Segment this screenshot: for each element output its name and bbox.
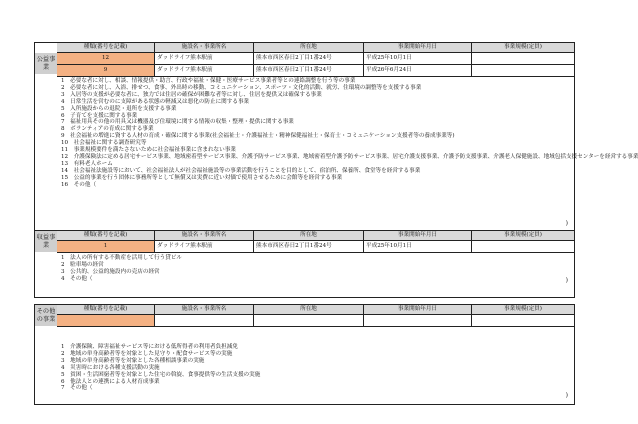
scale: [472, 315, 574, 326]
type-number: 12: [57, 53, 155, 64]
facility-name: ダッドライフ熊本駅前: [155, 53, 254, 64]
list-item: 6 他法人との連携による人材育成事業: [61, 378, 160, 385]
other-section: [34, 304, 575, 405]
section-label: その他の事業: [35, 305, 58, 326]
table-row: [57, 315, 574, 327]
list-item: 5 入所施設からの退院・退所を支援する事業: [61, 105, 177, 112]
list-item: 4 日常生活を営むのに支障がある状態の軽減又は悪化の防止に関する事業: [61, 98, 250, 105]
list-item: 1 法人の所有する不動産を活用して行う貸ビル: [61, 255, 183, 261]
list-item: 14 社会福祉法施設等において、社会福祉法人が社会福祉施設等の事業活動を行うことを目的として、宿泊所、保養所、食堂等を経営する事業: [61, 167, 421, 174]
start-date: 平成25年10月1日: [364, 53, 472, 64]
list-item: 11 事業規模要件を満たさないために社会福祉事業に含まれない事業: [61, 147, 236, 154]
scale: [472, 53, 574, 64]
form-sheet: [34, 42, 638, 405]
col-scale: 事業規模(定員): [504, 44, 542, 50]
table-header: [57, 43, 574, 53]
scale: [472, 241, 574, 252]
start-date: 平成26年6月24日: [364, 65, 472, 76]
list-item: 3 公共的、公益的施設内の売店の経営: [61, 268, 160, 275]
address: 熊本市西区春日2丁目1番24号: [254, 65, 364, 76]
other-table: [57, 305, 574, 327]
start-date: 平成25年10月1日: [364, 241, 472, 252]
col-address: 所在地: [254, 43, 364, 52]
col-address: 所在地: [254, 231, 364, 240]
revenue-table: [57, 231, 574, 253]
col-type: 種類(番号を記載): [57, 231, 155, 240]
list-item: 13 有料老人ホーム: [61, 160, 113, 167]
list-item: 7 その他（: [61, 385, 93, 392]
list-item: 8 ボランティアの育成に関する事業: [61, 126, 154, 133]
facility-name: ダッドライフ熊本駅前: [155, 65, 254, 76]
list-item: 2 駐車場の経営: [61, 261, 104, 268]
col-facility: 施設名・事業所名: [155, 231, 254, 240]
list-item: 10 社会福祉に関する調査研究等: [61, 140, 147, 147]
type-number: 9: [57, 65, 155, 76]
list-item: 7 福祉用具その他の用具又は機器及び住環境に関する情報の収集・整理・提供に関する事業: [61, 119, 294, 126]
col-facility: 施設名・事業所名: [155, 305, 254, 314]
col-facility: 施設名・事業所名: [155, 43, 254, 52]
section-label: 公益事業: [35, 53, 58, 74]
list-item: 3 入居等の支援が必要な者に、独力では住居の確保が困難な者等に対し、住居を提供又は確保する事業: [61, 91, 322, 98]
list-item: 12 介護保険法に定める居宅サービス事業、地域密着型サービス事業、介護予防サービス事業、地域密着型介護予防サービス事業、居宅介護支援事業、介護予防支援事業、介護老人保健施設、地域包括支援センターを経営する事業: [61, 153, 638, 160]
public-benefit-section: [34, 42, 638, 231]
public-benefit-list: [57, 78, 638, 189]
start-date: [364, 315, 472, 326]
section-label: 収益事業: [35, 231, 58, 252]
address: 熊本市西区春日2丁目1番24号: [254, 53, 364, 64]
list-item: 4 災害時における各種支援活動の実施: [61, 364, 160, 371]
closing-paren: ): [565, 220, 568, 227]
col-start-date: 事業開始年月日: [364, 43, 472, 52]
address: 熊本市西区春日2丁目1番24号: [254, 241, 364, 252]
table-row: [57, 241, 574, 253]
other-list: [57, 344, 574, 392]
list-item: 5 貧困・生活困窮者等を対象とした住宅の斡旋、食事提供等の生活支援の実施: [61, 371, 261, 378]
revenue-section: [34, 230, 575, 298]
facility-name: [155, 315, 254, 326]
col-scale: 事業規模(定員): [504, 232, 542, 238]
closing-paren: ): [565, 392, 568, 399]
table-header: [57, 231, 574, 241]
facility-name: ダッドライフ熊本駅前: [155, 241, 254, 252]
table-row: [57, 53, 574, 65]
list-item: 4 その他（: [61, 275, 93, 282]
col-start-date: 事業開始年月日: [364, 231, 472, 240]
address: [254, 315, 364, 326]
table-header: [57, 305, 574, 315]
list-item: 2 必要な者に対し、入浴、排せつ、食事、外出時の移動、コミュニケーション、スポーツ・文化的活動、就労、住環境の調整等を支援する事業: [61, 84, 422, 91]
col-start-date: 事業開始年月日: [364, 305, 472, 314]
type-number: 1: [57, 241, 155, 252]
public-benefit-table: [57, 43, 574, 77]
col-type: 種類(番号を記載): [57, 43, 155, 52]
list-item: 1 必要な者に対し、相談、情報提供・助言、行政や福祉・保健・医療サービス事業者等との連絡調整を行う等の事業: [61, 78, 356, 84]
col-scale: 事業規模(定員): [504, 306, 542, 312]
list-item: 9 社会福祉の増進に資する人材の育成・確保に関する事業(社会福祉士・介護福祉士・精神保健福祉士・保育士・コミュニケーション支援者等の養成事業等): [61, 133, 455, 140]
closing-paren: ): [565, 277, 568, 284]
list-item: 16 その他（: [61, 181, 97, 188]
table-row: [57, 65, 574, 77]
list-item: 15 公益的事業を行う団体に事務所等として無償又は実費に近い対価で使用させるために会館等を経営する事業: [61, 174, 343, 181]
list-item: 2 地域の単身高齢者等を対象とした見守り・配食サービス等の実施: [61, 350, 233, 357]
col-type: 種類(番号を記載): [57, 305, 155, 314]
list-item: 6 子育てを支援に関する事業: [61, 112, 138, 119]
revenue-list: [57, 255, 574, 283]
scale: [472, 65, 574, 76]
list-item: 3 地域の単身高齢者等を対象とした各種相談事業の実施: [61, 357, 205, 364]
col-address: 所在地: [254, 305, 364, 314]
list-item: 1 介護保険、障害福祉サービス等における低所得者の利用者負担減免: [61, 344, 238, 350]
type-number: [57, 315, 155, 326]
